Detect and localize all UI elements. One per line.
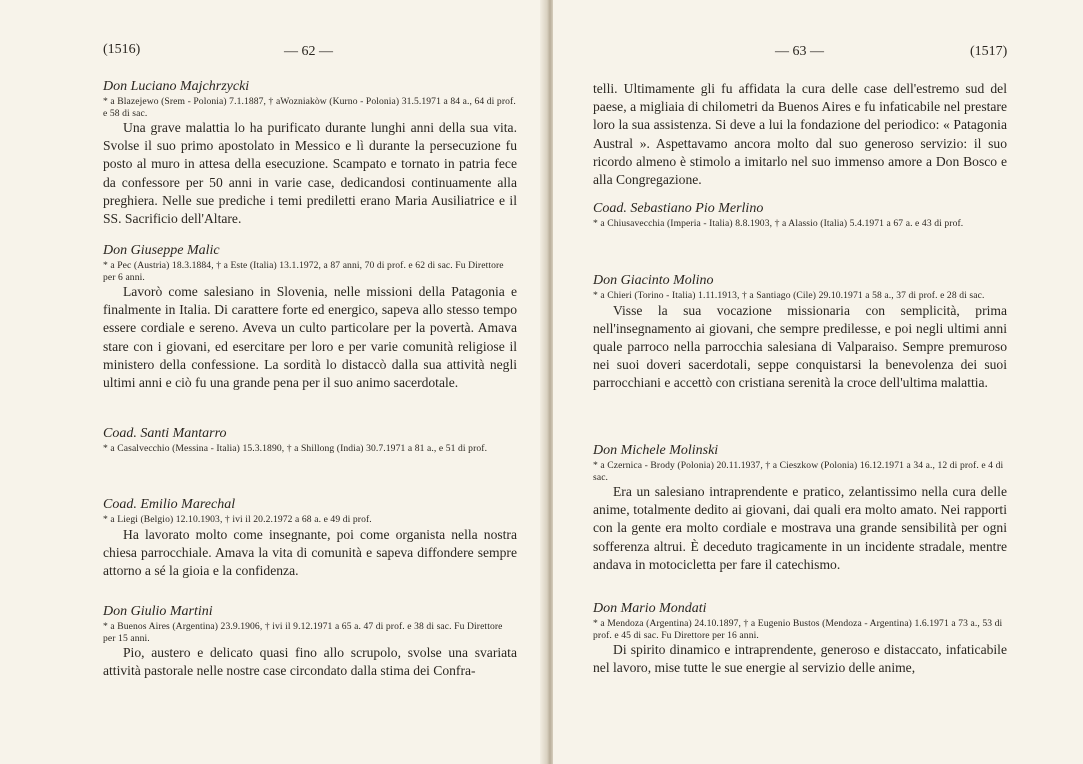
entry-name: Don Michele Molinski: [593, 443, 719, 458]
entry-body: Era un salesiano intraprendente e pratico, zelantissimo nella cura delle anime, totalmente dedito ai giovani, dai quali era molto amato. Nei rapporti con la gente era molto cordiale e mostrava una grande sensibilità per ogni sofferenza altrui. È deceduto tragicamente in un incidente stradale, mentre andava in motocicletta per fare il catechismo.: [593, 484, 1007, 572]
entry-molinski: [593, 442, 1007, 574]
entry-body: Ha lavorato molto come insegnante, poi come organista nella nostra chiesa parrocchiale. Amava la vita di comunità e sapeva diffondere sempre attorno a sé la gioia e la confidenza.: [103, 526, 517, 578]
right-page-number: — 63 —: [775, 44, 824, 59]
entry-mantarro: [103, 425, 517, 455]
entry-body: Visse la sua vocazione missionaria con semplicità, prima nell'insegnamento ai giovani, che sempre predilesse, e poi negli ultimi anni quale parroco nella parrocchia salesiana di Valparaiso. Sempre premuroso nei suoi doveri sacerdotali, seppe conquistarsi la benevolenza dei suoi parrocchiani e accettò con cristiana serenità la croce dell'ultima malattia.: [593, 302, 1007, 391]
entry-name: Coad. Emilio Marechal: [103, 497, 236, 512]
entry-meta: * a Casalvecchio (Messina - Italia) 15.3.1890, † a Shillong (India) 30.7.1971 a 81 a., e 51 di prof.: [103, 443, 488, 454]
right-page: [553, 0, 1083, 764]
continued-text: telli. Ultimamente gli fu affidata la cura delle case dell'estremo sud del paese, a migliaia di chilometri da Buenos Aires e fu infaticabile nel prestare loro la sua assistenza. Si deve a lui la fondazione del periodico: « Patagonia Austral ». Aspettavamo ancora molto dal suo generoso servizio: il suo ricordo almeno è stimolo a imitarlo nel suo immenso amore a Don Bosco e alla Congregazione.: [593, 81, 1007, 188]
entry-name: Coad. Santi Mantarro: [103, 426, 227, 441]
left-page-number-bracket: (1516): [103, 42, 141, 57]
entry-body: Lavorò come salesiano in Slovenia, nelle missioni della Patagonia e finalmente in Italia. Di carattere forte ed energico, sapeva allo stesso tempo essere cordiale e sereno. Aveva un culto particolare per la povertà. Amava stare con i giovani, ed esercitare per loro e per varie comunità religiose il ministero della confessione. La sordità lo distaccò dalla sua attività negli ultimi anni e ciò fu una grande pena per il suo animo sacerdotale.: [103, 284, 517, 391]
left-page-number: — 62 —: [284, 44, 333, 59]
entry-merlino: [593, 200, 1007, 230]
entry-meta: * a Chiusavecchia (Imperia - Italia) 8.8.1903, † a Alassio (Italia) 5.4.1971 a 67 a. e 43 di prof.: [593, 218, 964, 229]
entry-majchrzycki: [103, 78, 517, 228]
entry-name: Don Luciano Majchrzycki: [103, 79, 250, 94]
entry-meta: * a Chieri (Torino - Italia) 1.11.1913, † a Santiago (Cile) 29.10.1971 a 58 a., 37 di prof. e 28 di sac.: [593, 290, 985, 301]
right-page-number-bracket: (1517): [970, 44, 1008, 59]
entry-martini: [103, 603, 517, 680]
entry-mondati: [593, 600, 1007, 677]
entry-molino: [593, 272, 1007, 393]
entry-marechal: [103, 496, 517, 580]
entry-meta: * a Blazejewo (Srem - Polonia) 7.1.1887, † aWozniakòw (Kurno - Polonia) 31.5.1971 a 84 a., 64 di prof. e 58 di sac.: [103, 96, 516, 119]
entry-body: Pio, austero e delicato quasi fino allo scrupolo, svolse una svariata attività pastorale nelle nostre case circondato dalla stima dei Confra-: [103, 645, 517, 679]
entry-body: Una grave malattia lo ha purificato durante lunghi anni della sua vita. Svolse il suo primo apostolato in Messico e lì durante la persecuzione fu posto al muro in attesa della esecuzione. Scampato e tornato in patria fece da confessore per 50 anni in varie case, dedicandosi continuamente alla preghiera. Nelle sue prediche i temi prediletti erano Maria Ausiliatrice e il SS. Sacrificio dell'Altare.: [103, 120, 517, 227]
entry-name: Don Giuseppe Malic: [103, 243, 220, 258]
entry-meta: * a Czernica - Brody (Polonia) 20.11.1937, † a Cieszkow (Polonia) 16.12.1971 a 34 a., 12 di prof. e 4 di sac.: [593, 460, 1004, 483]
entry-meta: * a Pec (Austria) 18.3.1884, † a Este (Italia) 13.1.1972, a 87 anni, 70 di prof. e 62 di sac. Fu Direttore per 6 anni.: [103, 260, 504, 283]
entry-malic: [103, 242, 517, 392]
entry-meta: * a Buenos Aires (Argentina) 23.9.1906, † ivi il 9.12.1971 a 65 a. 47 di prof. e 38 di sac. Fu Direttore per 15 anni.: [103, 621, 503, 644]
entry-name: Coad. Sebastiano Pio Merlino: [593, 201, 764, 216]
entry-body: Di spirito dinamico e intraprendente, generoso e distaccato, infaticabile nel lavoro, mise tutte le sue energie al servizio delle anime,: [593, 642, 1007, 676]
entry-name: Don Mario Mondati: [593, 601, 707, 616]
entry-meta: * a Liegi (Belgio) 12.10.1903, † ivi il 20.2.1972 a 68 a. e 49 di prof.: [103, 514, 372, 525]
entry-name: Don Giacinto Molino: [593, 273, 714, 288]
entry-meta: * a Mendoza (Argentina) 24.10.1897, † a Eugenio Bustos (Mendoza - Argentina) 1.6.1971 a 73 a., 53 di prof. e 45 di sac. Fu Direttore per 16 anni.: [593, 618, 1003, 641]
entry-name: Don Giulio Martini: [103, 604, 213, 619]
